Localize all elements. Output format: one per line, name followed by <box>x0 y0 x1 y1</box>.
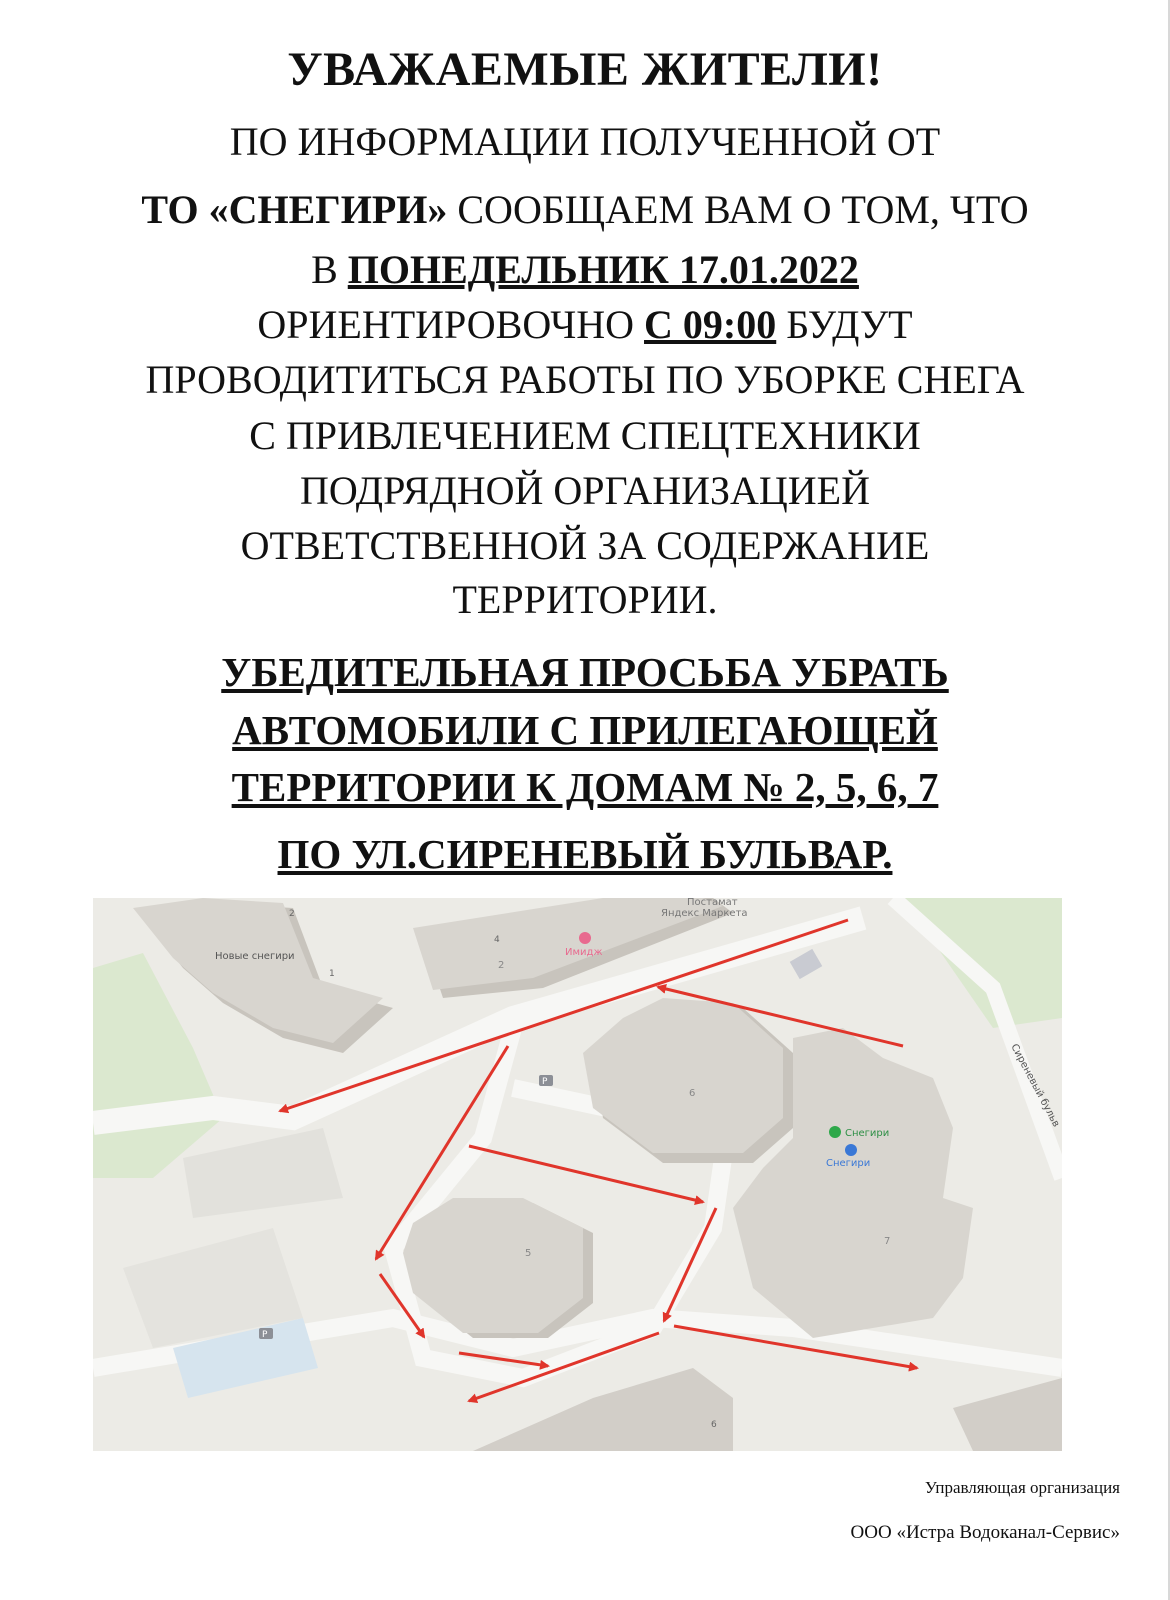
house-number-2: 2 <box>498 960 505 971</box>
parking-sign-1-label: P <box>542 1077 548 1087</box>
map-label-imidzh: Имидж <box>565 947 603 958</box>
notice-line-3-prefix: В <box>311 247 348 292</box>
pharmacy-icon <box>829 1126 841 1138</box>
work-time: С 09:00 <box>644 302 777 347</box>
notice-line-1: ПО ИНФОРМАЦИИ ПОЛУЧЕННОЙ ОТ <box>229 119 941 164</box>
shop-icon <box>845 1144 857 1156</box>
notice-line-2 <box>0 186 1170 233</box>
notice-line-6: С ПРИВЛЕЧЕНИЕМ СПЕЦТЕХНИКИ <box>249 413 921 458</box>
parking-sign-2-label: P <box>262 1330 268 1340</box>
notice-line-3 <box>0 246 1170 293</box>
map-label-yandex-market: Яндекс Маркета <box>661 908 748 919</box>
request-line-2: АВТОМОБИЛИ С ПРИЛЕГАЮЩЕЙ <box>232 707 938 753</box>
map-label-novye-snegiri: Новые снегири <box>215 951 295 962</box>
entrance-label-2: 2 <box>289 909 295 919</box>
entrance-label-6: 6 <box>711 1420 717 1430</box>
request-line-1: УБЕДИТЕЛЬНАЯ ПРОСЬБА УБРАТЬ <box>221 649 949 695</box>
request-line-3: ТЕРРИТОРИИ К ДОМАМ № 2, 5, 6, 7 <box>231 764 939 810</box>
notice-line-2-rest: СООБЩАЕМ ВАМ О ТОМ, ЧТО <box>447 187 1029 232</box>
notice-line-5: ПРОВОДИТИТЬСЯ РАБОТЫ ПО УБОРКЕ СНЕГА <box>145 357 1025 402</box>
organization-name: ТО «СНЕГИРИ» <box>141 187 448 232</box>
signature-role: Управляющая организация <box>924 1478 1120 1497</box>
notice-line-4-suffix: БУДУТ <box>776 302 913 347</box>
notice-line-7: ПОДРЯДНОЙ ОРГАНИЗАЦИЕЙ <box>300 468 870 513</box>
request-line-4: ПО УЛ.СИРЕНЕВЫЙ БУЛЬВАР. <box>277 831 893 877</box>
notice-title: УВАЖАЕМЫЕ ЖИТЕЛИ! <box>287 43 883 96</box>
notice-line-8: ОТВЕТСТВЕННОЙ ЗА СОДЕРЖАНИЕ <box>240 523 930 568</box>
signature-organization: ООО «Истра Водоканал-Сервис» <box>850 1522 1120 1543</box>
territory-map <box>93 898 1062 1451</box>
notice-line-4-prefix: ОРИЕНТИРОВОЧНО <box>257 302 645 347</box>
map-label-postamat: Постамат <box>687 898 738 908</box>
house-number-7: 7 <box>884 1236 891 1247</box>
imidzh-icon <box>579 932 591 944</box>
entrance-label-4: 4 <box>494 935 500 945</box>
map-label-street: Сиреневый бульв <box>1008 1042 1062 1129</box>
map-label-snegiri-shop: Снегири <box>826 1158 871 1169</box>
work-date: ПОНЕДЕЛЬНИК 17.01.2022 <box>347 247 859 292</box>
house-number-6: 6 <box>689 1088 696 1099</box>
house-number-5: 5 <box>525 1248 532 1259</box>
entrance-label-1: 1 <box>329 969 335 979</box>
notice-line-4 <box>0 301 1170 348</box>
notice-line-9: ТЕРРИТОРИИ. <box>452 577 718 622</box>
map-label-snegiri-pharmacy: Снегири <box>845 1128 890 1139</box>
